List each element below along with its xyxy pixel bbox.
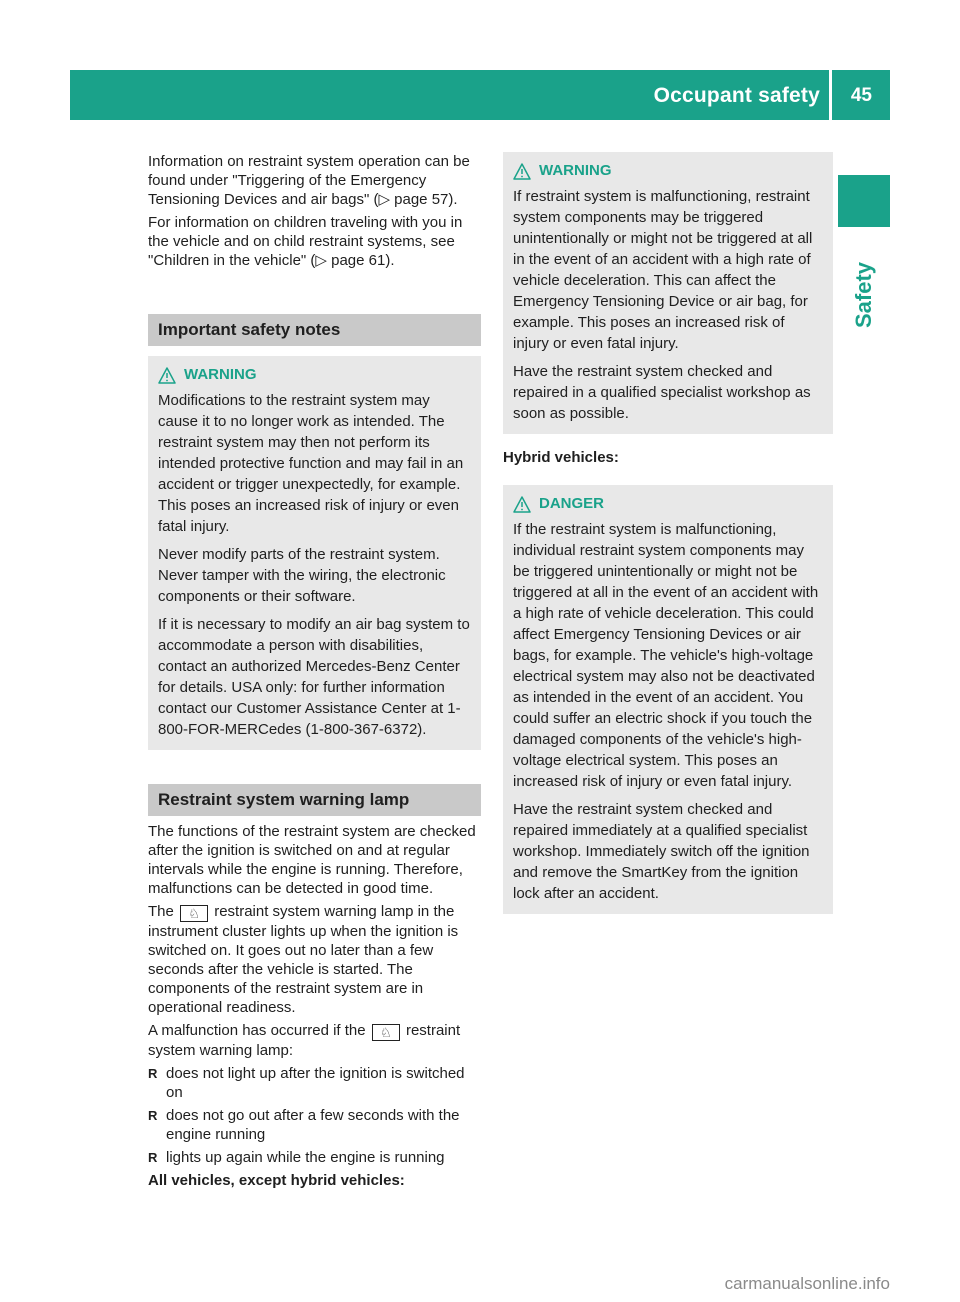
warning-title	[158, 364, 471, 386]
restraint-paragraph: The functions of the restraint system are checked after the ignition is switched on and at regular intervals while the engine is running. Therefore, malfunctions can be detected in good time.	[148, 823, 476, 897]
header-bar	[70, 70, 890, 120]
danger-title-text: DANGER	[539, 495, 605, 512]
warning-paragraph: Never modify parts of the restraint system. Never tamper with the wiring, the electronic components or their software.	[158, 546, 446, 605]
danger-paragraph: If the restraint system is malfunctioning, individual restraint system components may be triggered unintentionally or might not be triggered at all in the event of an accident with a high rate of vehicle deceleration. This could affect Emergency Tensioning Devices or air bags, for example. The vehicle's high-voltage electrical system may also not be deactivated as intended in the event of an accident. You could suffer an electric shock if you touch the damaged components of the vehicle's high-voltage electrical system. This poses an increased risk of injury or even fatal injury.	[513, 521, 819, 790]
restraint-lamp-icon: ♘	[180, 905, 208, 922]
bullet-icon: R	[148, 1150, 158, 1165]
warning-box	[503, 152, 833, 434]
header-separator	[829, 70, 832, 120]
warning-triangle-icon	[513, 163, 531, 180]
restraint-paragraph: A malfunction has occurred if the ♘ restraint system warning lamp:	[148, 1022, 461, 1059]
right-column	[503, 152, 833, 914]
warning-paragraph: If restraint system is malfunctioning, restraint system components may be triggered unintentionally or might not be triggered at all in the event of an accident with a high rate of vehicle deceleration. This can affect the Emergency Tensioning Device or air bag, for example. This poses an increased risk of injury or even fatal injury.	[513, 188, 813, 352]
restraint-lamp-icon: ♘	[372, 1024, 400, 1041]
side-tab-label: Safety	[851, 261, 876, 329]
bullet-icon: R	[148, 1066, 158, 1081]
list-item: R does not go out after a few seconds with the engine running	[148, 1107, 460, 1143]
warning-paragraph: Modifications to the restraint system may cause it to no longer work as intended. The restraint system may then not perform its intended protective function and may fail in an accident or trigger unexpectedly, for example. This poses an increased risk of injury or even fatal injury.	[158, 392, 464, 535]
danger-paragraph: Have the restraint system checked and repaired immediately at a qualified specialist workshop. Immediately switch off the ignition and remove the SmartKey from the ignition lock after an accident.	[513, 801, 810, 902]
warning-title-text: WARNING	[539, 162, 612, 179]
warning-title-text: WARNING	[184, 366, 257, 383]
warning-triangle-icon	[158, 367, 176, 384]
warning-paragraph: If it is necessary to modify an air bag system to accommodate a person with disabilities, contact an authorized Mercedes-Benz Center for details. USA only: for further information contact our Customer Assistance Center at 1-800-FOR-MERCedes (1-800-367-6372).	[158, 616, 470, 738]
warning-paragraph: Have the restraint system checked and repaired in a qualified specialist workshop as soon as possible.	[513, 363, 811, 422]
footer-watermark: carmanualsonline.info	[724, 1274, 890, 1293]
warning-title	[513, 160, 823, 182]
left-column	[148, 152, 481, 1196]
header-title: Occupant safety	[653, 84, 820, 107]
bullet-icon: R	[148, 1108, 158, 1123]
danger-title	[513, 493, 823, 515]
warning-box	[148, 356, 481, 750]
list-item: R lights up again while the engine is running	[148, 1149, 445, 1166]
intro-paragraph-2: For information on children traveling with you in the vehicle and on child restraint systems, see "Children in the vehicle" (▷ page 61).	[148, 214, 463, 269]
danger-triangle-icon	[513, 496, 531, 513]
side-tab	[838, 240, 890, 350]
page-number: 45	[850, 85, 872, 106]
restraint-paragraph: The ♘ restraint system warning lamp in the instrument cluster lights up when the ignition is switched on. It goes out no later than a few seconds after the vehicle is started. The components of the restraint system are in operational readiness.	[148, 903, 459, 1016]
section-heading-important-safety-notes: Important safety notes	[148, 314, 481, 346]
section-heading-restraint-system-warning-lamp: Restraint system warning lamp	[148, 784, 481, 816]
intro-paragraph-1: Information on restraint system operation can be found under "Triggering of the Emergency Tensioning Devices and air bags" (▷ page 57).	[148, 153, 470, 208]
all-vehicles-label: All vehicles, except hybrid vehicles:	[148, 1172, 405, 1189]
hybrid-vehicles-label: Hybrid vehicles:	[503, 449, 619, 466]
side-tab-marker	[838, 175, 890, 227]
list-item: R does not light up after the ignition is switched on	[148, 1065, 465, 1101]
danger-box	[503, 485, 833, 914]
